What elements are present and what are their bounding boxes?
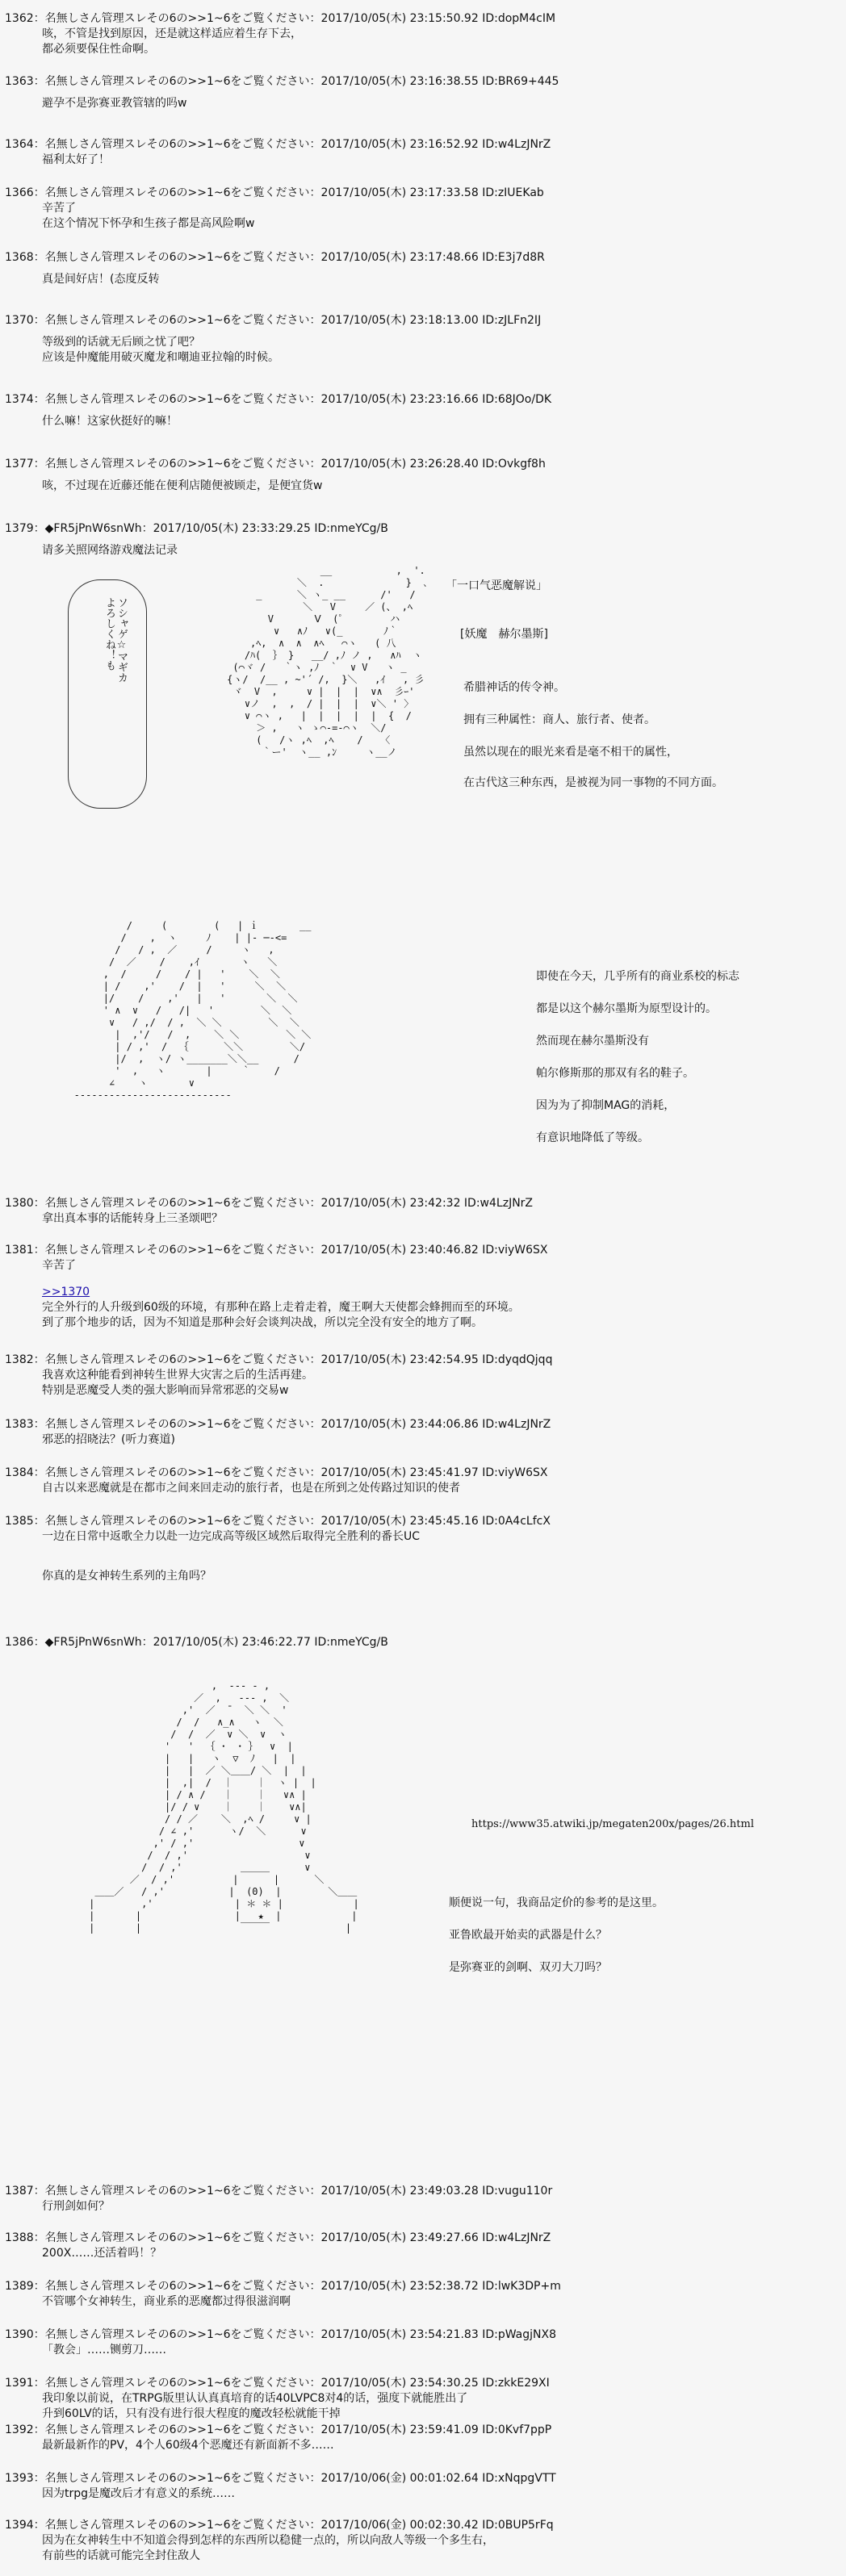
caption-line: 顺便说一句，我商品定价的参考的是这里。 [449,1896,664,1909]
post-1389 [5,2279,812,2310]
post-body: 自古以来恶魔就是在都市之间来回走动的旅行者，也是在所到之处传路过知识的使者 [42,1482,460,1495]
post-body: 邪恶的招晓法？(听力赛道) [42,1433,175,1446]
post-body: 完全外行的人升级到60级的环境，有那种在路上走着走着，魔王啊大天使都会蜂拥而至的环境。 到了那个地步的话，因为不知道是那种会好会谈判决战，所以完全没有安全的地方了啊。 [42,1301,520,1329]
post-header: 1381：名無しさん管理スレその6の>>1~6をご覧ください：2017/10/05(木) 23:40:46.82 ID:viyW6SX [5,1244,548,1257]
post-body: 真是间好店！(态度反转 [42,273,160,286]
post-body: 我印象以前说，在TRPG版里认认真真培育的话40LVPC8对4的话，强度下就能胜出了 升到60LV的话，只有没有进行很大程度的魔改轻松就能干掉 [42,2392,468,2420]
post-header: 1393：名無しさん管理スレその6の>>1~6をご覧ください：2017/10/06(金) 00:01:02.64 ID:xNqpgVTT [5,2472,556,2485]
post-1363 [5,74,812,111]
caption-line: 亚鲁欧最开始卖的武器是什么？ [449,1929,607,1942]
caption-line: 有意识地降低了等级。 [536,1131,649,1144]
post-header: 1391：名無しさん管理スレその6の>>1~6をご覧ください：2017/10/05(木) 23:54:30.25 ID:zkkE29XI [5,2377,550,2390]
caption-line: 拥有三种属性：商人、旅行者、使者。 [463,713,655,726]
post-body: 咳，不管是找到原因，还是就这样适应着生存下去， 都必须要保住性命啊。 [42,27,302,56]
caption-line: 都是以这个赫尔墨斯为原型设计的。 [536,1002,717,1015]
post-1390 [5,2327,812,2358]
post-header: 1363：名無しさん管理スレその6の>>1~6をご覧ください：2017/10/05(木) 23:16:38.55 ID:BR69+445 [5,75,559,88]
post-1380 [5,1196,812,1227]
post-intro: 请多关照网络游戏魔法记录 [42,544,178,557]
post-1381 [5,1243,812,1331]
post-header: 1362：名無しさん管理スレその6の>>1~6をご覧ください：2017/10/05(木) 23:15:50.92 ID:dopM4cIM [5,12,556,25]
post-1368 [5,250,812,287]
post-header: 1389：名無しさん管理スレその6の>>1~6をご覧ください：2017/10/05(木) 23:52:38.72 ID:lwK3DP+m [5,2280,561,2293]
hermes-ascii-art-top: __ , '. ＼ . } ､ _ ＼ ヽ_ __ /' / ＼ V ／ (、 ,ﾍ V Ⅴ (ﾟ ハ ∨ ∧ﾉ ∨(_ ﾉ｀ ,ﾍ, ∧ ∧ ∧ﾍ ⌒ヽ ( 八 /ﾊ( ｝ } __/ ,ﾉ ノ , ∧ﾊ ヽ (⌒ヾ / ｀ヽ ,ﾉ ｀ ∨ V ヽ _ {ヽ/ /__ , ~'´ /, }＼ ,ｲ , 彡 ヾ V , ∨ | | | ∨∧ 彡ｰ' ∨ノ , , / | | | ∨＼ ' 〉 ∨ ⌒ヽ , | | | | | { / ＞ , ヽ ゝ⌒‐=-⌒ヽ ＼/ ( /ヽ ,ﾍ ,ﾍ / 〈 ｀ー' ヽ__ ,ﾝ ヽ__ノ [227,565,429,758]
post-body: 咳，不过现在近藤还能在便利店随便被顾走，是便宜货w [42,479,323,492]
post-1387 [5,2184,812,2214]
caption-line: 然而现在赫尔墨斯没有 [536,1035,649,1048]
post-body: 200X……还活着吗！？ [42,2247,162,2260]
caption-name: [妖魔 赫尔墨斯] [460,628,548,641]
post-1388 [5,2231,812,2261]
reply-anchor-link[interactable]: >>1370 [42,1286,90,1298]
post-1379 [5,521,812,558]
post-1362 [5,11,812,57]
post-header: 1392：名無しさん管理スレその6の>>1~6をご覧ください：2017/10/05(木) 23:59:41.09 ID:0Kvf7ppP [5,2423,552,2436]
post-1386 [5,1635,812,1650]
post-body: 等级到的话就无后顾之忧了吧？ 应该是仲魔能用破灭魔龙和嘲迪亚拉翰的时候。 [42,336,279,364]
post-body: 拿出真本事的话能转身上三圣颂吧？ [42,1212,223,1225]
post-1366 [5,186,812,232]
post-body: 你真的是女神转生系列的主角吗？ [42,1570,212,1583]
post-header: 1366：名無しさん管理スレその6の>>1~6をご覧ください：2017/10/05(木) 23:17:33.58 ID:zIUEKab [5,186,544,199]
post-header: 1390：名無しさん管理スレその6の>>1~6をご覧ください：2017/10/05(木) 23:54:21.83 ID:pWagjNX8 [5,2328,556,2341]
post-header: 1368：名無しさん管理スレその6の>>1~6をご覧ください：2017/10/05(木) 23:17:48.66 ID:E3j7d8R [5,251,545,264]
post-header: 1364：名無しさん管理スレその6の>>1~6をご覧ください：2017/10/05(木) 23:16:52.92 ID:w4LzJNrZ [5,138,551,151]
post-header: 1387：名無しさん管理スレその6の>>1~6をご覧ください：2017/10/05(木) 23:49:03.28 ID:vugu110r [5,2185,553,2198]
post-header: 1380：名無しさん管理スレその6の>>1~6をご覧ください：2017/10/05(木) 23:42:32 ID:w4LzJNrZ [5,1197,534,1210]
post-body: 不管哪个女神转生，商业系的恶魔都过得很滋润啊 [42,2295,291,2308]
caption-line: 虽然以现在的眼光来看是毫不相干的属性， [463,746,678,759]
post-body: 一边在日常中返歌全力以赴一边完成高等级区域然后取得完全胜利的番长UC [42,1530,421,1543]
post-header: 1370：名無しさん管理スレその6の>>1~6をご覧ください：2017/10/05(木) 23:18:13.00 ID:zJLFn2IJ [5,314,542,327]
post-1385 [5,1514,812,1584]
person-ascii-art: , ‐‐‐ - , ／ , -‐‐ , ＼ ,' ／ ̄ ＼ ＼ ' / / ∧_∧ ヽ ＼ / / ／ ∨ ＼ ∨ ヽ ' ' ｛ ･ ･ ｝ ∨ | | | ヽ ▽ ﾉ | | | | ／ ＼＿＿/ ＼ | | | ,| / ｜ ｜ ヽ | | | / ∧ / ｜ ｜ ∨∧ | |/ / ∨ ｜ ｜ ∨∧| / / ／ ＼ ,ﾍ / ∨ | / ∠ ,' ヽ/ ＼ ∨ ,' / ,' ∨ / / ,' ∨ / / ,' ＿＿＿ ∨ ／ / ,' | | ＼ ＿＿／ / ,' | (0) | ＼＿＿ | ,' | ＊ ＊ | | | | | ★ | | | | ￣￣￣ | [89,1680,359,1934]
post-header: 1379：◆FR5jPnW6snWh：2017/10/05(木) 23:33:29.25 ID:nmeYCg/B [5,522,388,535]
post-1393 [5,2471,812,2502]
caption-line: 即使在今天，几乎所有的商业系校的标志 [536,970,739,983]
post-body: 因为trpg是魔改后才有意义的系统…… [42,2487,236,2500]
post-1394 [5,2518,812,2564]
post-header: 1377：名無しさん管理スレその6の>>1~6をご覧ください：2017/10/05(木) 23:26:28.40 ID:Ovkgf8h [5,458,546,470]
post-body: 我喜欢这种能看到神转生世界大灾害之后的生活再建。 特别是恶魔受人类的强大影响而异常邪恶的交易w [42,1369,313,1397]
post-1364 [5,137,812,168]
caption-title: 「一口气恶魔解说」 [446,579,547,592]
post-1392 [5,2423,812,2453]
post-1391 [5,2376,812,2422]
hermes-ascii-art-bottom: / ( ( | ｉ __ / , ヽ ﾉ | |‐ ─‐<= / / , ／ / ヽ , / ／ / ,ｲ ヽ ＼ , / / / | ' ＼ ＼ | / ,' / | ' ＼ ＼ |/ / ,' | ' ＼ ＼ ' ∧ ∨ / /| ' ＼ ＼ ∨ / ,/ / , ＼ ＼ ＼ ＼ | ,'/ / , ＼ ＼ ＼ ＼ | / ,' / ｛ ＼＼ ＼/ |/ , ヽ/ ヽ_______＼＼__ / ' , ヽ | ｀ / ∠ ヽ ∨ --------------------------- [73,920,312,1101]
post-header: 1374：名無しさん管理スレその6の>>1~6をご覧ください：2017/10/05(木) 23:23:16.66 ID:68JOo/DK [5,393,552,406]
caption-line: 是弥赛亚的剑啊、双刃大刀吗？ [449,1961,607,1974]
post-header: 1386：◆FR5jPnW6snWh：2017/10/05(木) 23:46:22.77 ID:nmeYCg/B [5,1636,388,1649]
post-body: 因为在女神转生中不知道会得到怎样的东西所以稳健一点的，所以向敌人等级一个多生右， 有前些的话就可能完全封住敌人 [42,2534,494,2562]
post-body: 辛苦了 [42,1259,76,1272]
post-1370 [5,313,812,366]
caption-line: 希腊神话的传令神。 [463,681,565,694]
post-header: 1382：名無しさん管理スレその6の>>1~6をご覧ください：2017/10/05(木) 23:42:54.95 ID:dyqdQjqq [5,1353,553,1366]
post-body: 什么嘛！这家伙挺好的嘛！ [42,415,178,428]
caption-line: 在古代这三种东西，是被视为同一事物的不同方面。 [463,776,723,789]
post-1377 [5,457,812,494]
post-body: 避孕不是弥赛亚教管辖的吗w [42,97,187,110]
post-header: 1383：名無しさん管理スレその6の>>1~6をご覧ください：2017/10/05(木) 23:44:06.86 ID:w4LzJNrZ [5,1418,551,1431]
post-header: 1384：名無しさん管理スレその6の>>1~6をご覧ください：2017/10/05(木) 23:45:41.97 ID:viyW6SX [5,1466,548,1479]
caption-line: 因为为了抑制MAG的消耗， [536,1099,676,1112]
post-header: 1394：名無しさん管理スレその6の>>1~6をご覧ください：2017/10/06(金) 00:02:30.42 ID:0BUP5rFq [5,2519,554,2532]
vertical-speech-text: ソシャゲ☆マギカ よろしくね！も [103,597,128,683]
post-1382 [5,1353,812,1399]
post-1384 [5,1466,812,1496]
post-body: 「教会」……铡剪刀…… [42,2344,166,2356]
post-header: 1388：名無しさん管理スレその6の>>1~6をご覧ください：2017/10/05(木) 23:49:27.66 ID:w4LzJNrZ [5,2231,551,2244]
post-body: 辛苦了 在这个情况下怀孕和生孩子都是高风险啊w [42,202,255,230]
reference-url-link[interactable]: https://www35.atwiki.jp/megaten200x/pages/26.html [471,1818,754,1830]
post-body: 福利太好了！ [42,153,110,166]
post-header: 1385：名無しさん管理スレその6の>>1~6をご覧ください：2017/10/05(木) 23:45:45.16 ID:0A4cLfcX [5,1515,551,1528]
post-body: 行刑剑如何？ [42,2200,110,2213]
post-1374 [5,392,812,429]
post-1383 [5,1417,812,1448]
post-body: 最新最新作的PV，4个人60级4个恶魔还有新面新不多…… [42,2439,334,2452]
caption-line: 帕尔修斯那的那双有名的鞋子。 [536,1067,694,1080]
